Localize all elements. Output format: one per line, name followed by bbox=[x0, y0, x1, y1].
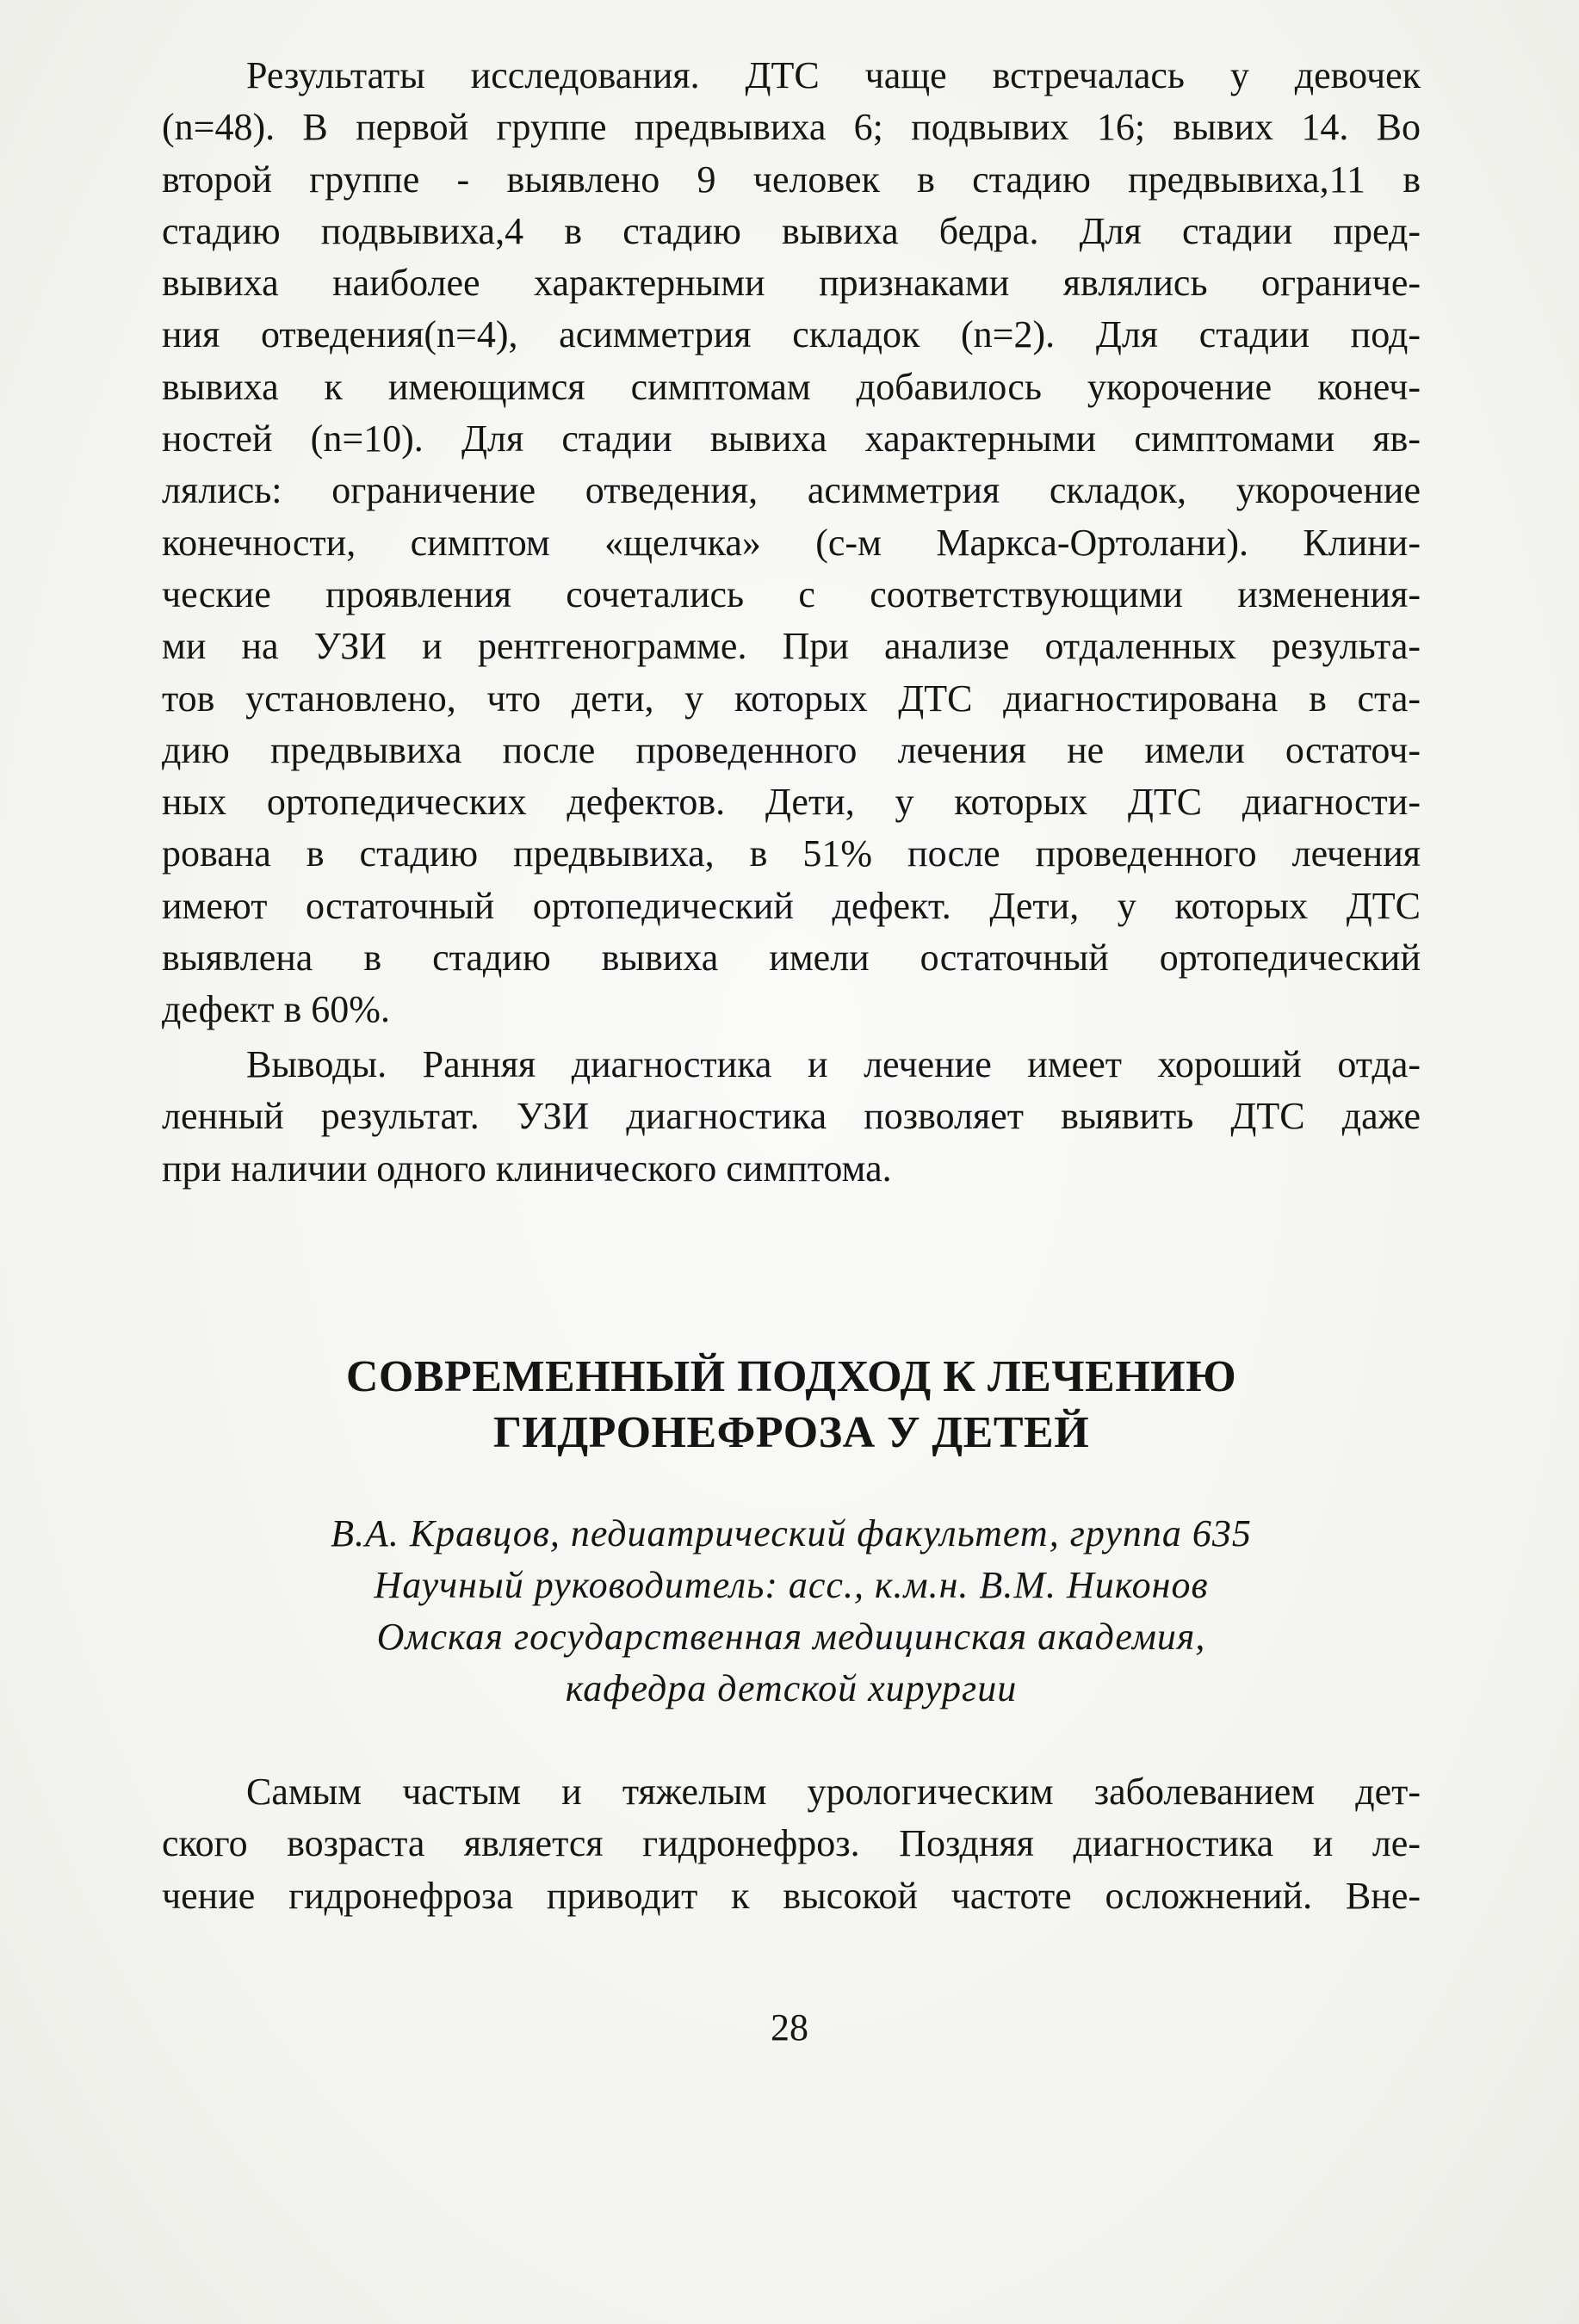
conclusions-paragraph bbox=[162, 1039, 1421, 1195]
text-line: (n=48). В первой группе предвывиха 6; подвывих 16; вывих 14. Во bbox=[162, 106, 1421, 149]
text-line: ми на УЗИ и рентгенограмме. При анализе отдаленных результа- bbox=[162, 625, 1421, 668]
text-line: ностей (n=10). Для стадии вывиха характерными симптомами яв- bbox=[162, 417, 1421, 460]
article-byline bbox=[162, 1508, 1421, 1715]
text-line: Самым частым и тяжелым урологическим заболеванием дет- bbox=[246, 1771, 1421, 1813]
page-number: 28 bbox=[771, 2006, 808, 2049]
article-title-line: ГИДРОНЕФРОЗА У ДЕТЕЙ bbox=[492, 1408, 1090, 1457]
text-line: ных ортопедических дефектов. Дети, у которых ДТС диагности- bbox=[162, 781, 1421, 824]
intro-paragraph bbox=[162, 1766, 1421, 1922]
text-line: тов установлено, что дети, у которых ДТС диагностирована в ста- bbox=[162, 677, 1421, 720]
text-line: при наличии одного клинического симптома. bbox=[162, 1147, 892, 1190]
author-line: В.А. Кравцов, педиатрический факультет, группа 635 bbox=[331, 1512, 1252, 1554]
text-line: имеют остаточный ортопедический дефект. Дети, у которых ДТС bbox=[162, 884, 1421, 927]
article-title bbox=[162, 1349, 1421, 1461]
text-line: стадию подвывиха,4 в стадию вывиха бедра. Для стадии пред- bbox=[162, 209, 1421, 252]
supervisor-line: Научный руководитель: асс., к.м.н. В.М. Никонов bbox=[374, 1564, 1209, 1606]
results-paragraph bbox=[162, 50, 1421, 1036]
text-line: ленный результат. УЗИ диагностика позволяет выявить ДТС даже bbox=[162, 1095, 1421, 1138]
text-line: лялись: ограничение отведения, асимметрия складок, укорочение bbox=[162, 469, 1421, 512]
text-line: рована в стадию предвывиха, в 51% после проведенного лечения bbox=[162, 832, 1421, 875]
text-line: выявлена в стадию вывиха имели остаточный ортопедический bbox=[162, 936, 1421, 980]
text-line: ского возраста является гидронефроз. Поздняя диагностика и ле- bbox=[162, 1822, 1421, 1865]
text-line: дию предвывиха после проведенного лечения не имели остаточ- bbox=[162, 728, 1421, 771]
text-line: второй группе - выявлено 9 человек в стадию предвывиха,11 в bbox=[162, 158, 1421, 201]
department-line: кафедра детской хирургии bbox=[565, 1667, 1018, 1709]
text-line: чение гидронефроза приводит к высокой частоте осложнений. Вне- bbox=[162, 1874, 1421, 1917]
text-line: вывиха к имеющимся симптомам добавилось укорочение конеч- bbox=[162, 365, 1421, 408]
text-line: ческие проявления сочетались с соответствующими изменения- bbox=[162, 572, 1421, 615]
text-line: дефект в 60%. bbox=[162, 988, 390, 1031]
text-line: Результаты исследования. ДТС чаще встречалась у девочек bbox=[246, 54, 1421, 96]
text-line: Выводы. Ранняя диагностика и лечение имеет хороший отда- bbox=[246, 1043, 1421, 1085]
text-line: вывиха наиболее характерными признаками являлись ограниче- bbox=[162, 262, 1421, 305]
article-title-line: СОВРЕМЕННЫЙ ПОДХОД К ЛЕЧЕНИЮ bbox=[345, 1352, 1237, 1401]
institution-line: Омская государственная медицинская академия, bbox=[376, 1616, 1206, 1658]
text-line: ния отведения(n=4), асимметрия складок (n=2). Для стадии под- bbox=[162, 313, 1421, 356]
text-line: конечности, симптом «щелчка» (с-м Маркса-Ортолани). Клини- bbox=[162, 521, 1421, 564]
